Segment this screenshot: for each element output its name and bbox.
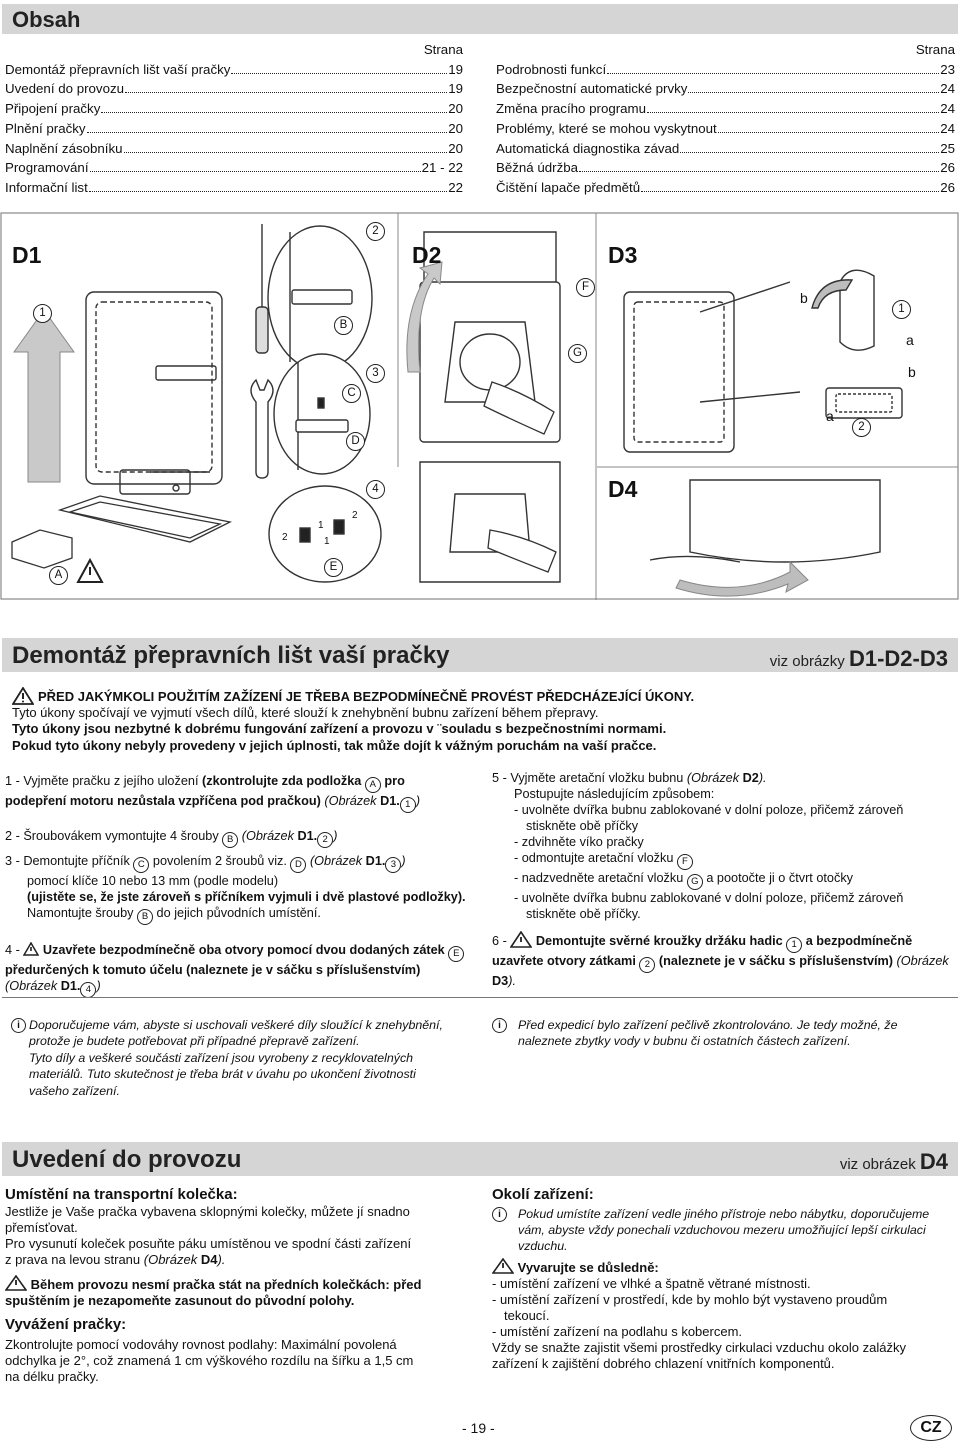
marker-c: C [133, 857, 149, 873]
step-marker: 1 [33, 304, 52, 323]
label-2: 2 [352, 510, 358, 521]
text-line: Pokud tyto úkony nebyly provedeny v jejich úplnosti, tak může dojít k vážným poruchám na vaší pračce. [12, 737, 657, 753]
toc-left [5, 40, 463, 198]
marker-e: E [448, 946, 464, 962]
toc-row[interactable]: Programování 21 - 22 [5, 160, 463, 176]
toc-page-label: Strana [915, 42, 955, 57]
step-marker: 2 [852, 418, 871, 437]
toc-row[interactable]: Čištění lapače předmětů 26 [496, 179, 955, 195]
info-icon: i [11, 1018, 26, 1033]
toc-row[interactable]: Připojení pračky 20 [5, 101, 463, 117]
text-line: Tyto úkony jsou nezbytné k dobrému fungování zařízení a provozu v ¨souladu s bezpečnostními normami. [12, 721, 667, 737]
warning-icon [5, 1275, 27, 1291]
figure-label-d3: D3 [608, 242, 638, 268]
toc-row[interactable]: Uvedení do provozu 19 [5, 81, 463, 97]
warning-icon [12, 687, 34, 705]
step-4: 4 - Uzavřete bezpodmínečně oba otvory pomocí dvou dodaných zátek E předurčených k tomuto účelu (naleznete je v sáčku s příslušenstvím) (Obrázek D1. 4 ) [5, 942, 467, 998]
page-number: - 19 - [462, 1420, 495, 1436]
header-bar [2, 4, 958, 34]
label-a: a [906, 332, 914, 348]
info-icon: i [492, 1018, 507, 1033]
divider [2, 997, 958, 998]
step-3: 3 - Demontujte příčník C povolením 2 šroubů viz. D (Obrázek D1. 3 ) pomocí klíče 10 nebo 13 mm (podle modelu) (ujistěte se, že jste zároveň s příčníkem vyjmuli i dvě plastové podložky). Namontujte šrouby B do jejich původních umístění. [5, 853, 467, 925]
toc-row[interactable]: Změna pracího programu 24 [496, 101, 955, 117]
language-badge: CZ [910, 1415, 952, 1441]
step-marker: 2 [366, 222, 385, 241]
part-marker: E [324, 558, 343, 577]
part-marker: G [568, 344, 587, 363]
info-icon: i [492, 1207, 507, 1222]
section-ref: viz obrázek D4 [839, 1149, 948, 1174]
part-marker: B [334, 316, 353, 335]
label-a: a [826, 408, 834, 424]
toc-row[interactable]: Plnění pračky 20 [5, 120, 463, 136]
warning-icon [23, 942, 39, 956]
step-1: 1 - Vyjměte pračku z jejího uložení (zkontrolujte zda podložka A pro podepření motoru nezůstala vzpříčena pod pračkou) (Obrázek D1. 1 ) [5, 773, 467, 813]
toc-right [496, 40, 955, 198]
label-b: b [800, 290, 808, 306]
detail-c [274, 354, 370, 474]
section-title: Demontáž přepravních lišt vaší pračky [12, 642, 450, 669]
section-bar [2, 638, 958, 672]
toc-row[interactable]: Informační list 22 [5, 179, 463, 195]
section-bar [2, 1142, 958, 1176]
marker-d: D [290, 857, 306, 873]
subheading: Okolí zařízení: [492, 1186, 594, 1203]
subheading: Vyvážení pračky: [5, 1316, 127, 1333]
label-b: b [908, 364, 916, 380]
toc-row[interactable]: Naplnění zásobníku 20 [5, 140, 463, 156]
text-line: Tyto úkony spočívají ve vyjmutí všech dílů, které slouží k znehybnění bubnu zařízení během přepravy. [12, 705, 599, 721]
marker-b: B [222, 832, 238, 848]
part-marker: D [346, 432, 365, 451]
warning-block [12, 689, 952, 754]
figure-label-d4: D4 [608, 476, 638, 502]
step-5: 5 - Vyjměte aretační vložku bubnu (Obrázek D2). Postupujte následujícím způsobem: - uvolněte dvířka bubnu zablokované v dolní poloze, přičemž zároveň stiskněte obě příčky - zdvihněte víko pračky - odmontujte aretační vložku F - nadzvedněte aretační vložku G a pootočte ji o čtvrt otočky - uvolněte dvířka bubnu zablokované v dolní poloze, přičemž zároveň stiskněte obě příčky. [492, 771, 904, 921]
section-title: Uvedení do provozu [12, 1146, 242, 1173]
subheading: Umístění na transportní kolečka: [5, 1186, 238, 1203]
figure-label-d2: D2 [412, 242, 442, 268]
marker-1: 1 [400, 797, 416, 813]
section-ref: viz obrázky D1-D2-D3 [769, 646, 948, 671]
marker-2: 2 [639, 957, 655, 973]
step-2: 2 - Šroubovákem vymontujte 4 šrouby B (Obrázek D1. 2 ) [5, 828, 467, 848]
warning-icon [510, 931, 532, 948]
step-6: 6 - Demontujte svěrné kroužky držáku hadic 1 a bezpodmínečně uzavřete otvory zátkami 2 (naleznete je v sáčku s příslušenstvím) (Obrázek D3). [492, 931, 956, 989]
marker-f: F [677, 854, 693, 870]
part-marker: A [49, 566, 68, 585]
figure-label-d1: D1 [12, 242, 42, 268]
plug-detail [826, 388, 902, 418]
marker-1: 1 [786, 937, 802, 953]
toc-row[interactable]: Běžná údržba 26 [496, 160, 955, 176]
marker-2: 2 [317, 832, 333, 848]
toc-row[interactable]: Automatická diagnostika závad 25 [496, 140, 955, 156]
step-marker: 4 [366, 480, 385, 499]
toc-row[interactable]: Demontáž přepravních lišt vaší pračky 19 [5, 61, 463, 77]
toc-page-label: Strana [423, 42, 463, 57]
label-2: 2 [282, 532, 288, 543]
marker-b: B [137, 909, 153, 925]
note-left: i Doporučujeme vám, abyste si uschovali veškeré díly sloužící k znehybnění, protože je budete potřebovat při případné přepravě zařízení. Tyto díly a veškeré součásti zařízení jsou vyrobeny z recyklovatelných materiálů. Tuto skutečnost je třeba brát v úvahu po ukončení životnosti vašeho zařízení. [5, 1017, 475, 1099]
part-marker: F [576, 278, 595, 297]
warning-icon [492, 1258, 514, 1274]
marker-4: 4 [80, 982, 96, 998]
wheels-text: Jestliže je Vaše pračka vybavena sklopnými kolečky, můžete jí snadno přemísťovat. Pro vysunutí koleček posuňte páku umístěnou ve spodní části zařízení z prava na levou stranu (Obrázek D4). Během provozu nesmí pračka stát na předních kolečkách: před spuštěním je nezapomeňte zasunout do původní polohy. [5, 1204, 422, 1308]
page-title: Obsah [12, 7, 81, 32]
toc-row[interactable]: Bezpečnostní automatické prvky 24 [496, 81, 955, 97]
figure-illustrations [0, 212, 960, 602]
marker-g: G [687, 874, 703, 890]
note-right: i Před expedicí bylo zařízení pečlivě zkontrolováno. Je tedy možné, že naleznete zbytky vody v bubnu či ostatních částech zařízení. [492, 1017, 958, 1050]
step-marker: 3 [366, 364, 385, 383]
marker-a: A [365, 777, 381, 793]
warning-line: PŘED JAKÝMKOLI POUŽITÍM ZAŽÍZENÍ JE TŘEBA BEZPODMÍNEČNĚ PROVÉST PŘEDCHÁZEJÍCÍ ÚKONY. [38, 689, 695, 704]
marker-3: 3 [385, 857, 401, 873]
figure-panel [0, 212, 960, 602]
balance-text: Zkontrolujte pomocí vodováhy rovnost podlahy: Maximální povolená odchylka je 2°, což znamená 1 cm výškového rozdílu na šířku a 1,5 cm na délku pračky. [5, 1337, 414, 1384]
label-1: 1 [324, 536, 330, 547]
toc-row[interactable]: Podrobnosti funkcí 23 [496, 61, 955, 77]
part-marker: C [342, 384, 361, 403]
label-1: 1 [318, 520, 324, 531]
env-text: i Pokud umístíte zařízení vedle jiného přístroje nebo nábytku, doporučujeme vám, abyste vždy ponechali vzduchovou mezeru umožňující lepší cirkulaci vzduchu. Vyvarujte se důsledně: - umístění zařízení ve vlhké a špatně větrané místnosti. - umístění zařízení v prostředí, kde by mohlo být vystaveno proudům tekoucí. - umístění zařízení na podlahu s kobercem. Vždy se snažte zajistit všemi prostředky cirkulaci vzduchu okolo zalážky zařízení k zajištění dobrého chlazení vnitřních komponentů. [492, 1207, 930, 1371]
toc-row[interactable]: Problémy, které se mohou vyskytnout 24 [496, 120, 955, 136]
detail-b [268, 226, 372, 370]
step-marker: 1 [892, 300, 911, 319]
